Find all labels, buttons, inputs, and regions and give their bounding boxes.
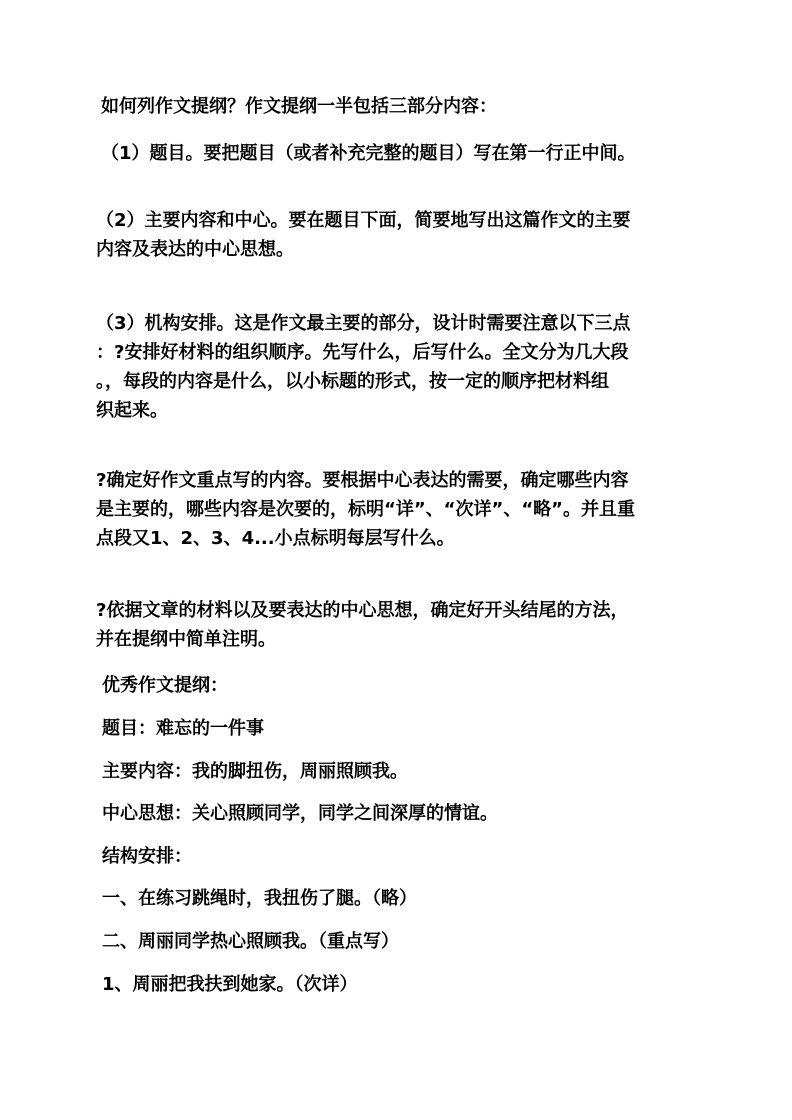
sample-part2-1 [102, 970, 702, 999]
item1-paragraph [101, 139, 701, 168]
item2-line-1: （2）主要内容和中心。要在题目下面，简要地写出这篇作文的主要 [96, 210, 631, 231]
sample-theme-text: 中心思想：关心照顾同学，同学之间深厚的情谊。 [102, 803, 498, 824]
point2-line-3: 点段又1、2、3、4...小点标明每层写什么。 [96, 528, 455, 549]
sample-part2-text: 二、周丽同学热心照顾我。（重点写） [102, 931, 399, 952]
sample-structure [102, 842, 702, 871]
sample-theme [102, 799, 702, 828]
sample-heading [102, 671, 702, 700]
intro-paragraph [101, 92, 701, 121]
sample-part1-text: 一、在练习跳绳时，我扭伤了腿。（略） [102, 888, 417, 909]
sample-title-text: 题目：难忘的一件事 [102, 718, 264, 739]
sample-heading-text: 优秀作文提纲： [102, 675, 228, 696]
sample-title [102, 714, 702, 743]
point3-line-2: 并在提纲中简单注明。 [96, 629, 276, 650]
sample-part2 [102, 927, 702, 956]
point3-paragraph [96, 596, 696, 654]
intro-line: 如何列作文提纲？作文提纲一半包括三部分内容： [101, 96, 497, 117]
item3-paragraph [96, 309, 696, 425]
item3-line-3: 。，每段的内容是什么，以小标题的形式，按一定的顺序把材料组 [96, 371, 609, 392]
sample-part1 [102, 884, 702, 913]
item2-paragraph [96, 206, 696, 264]
point2-line-2: 是主要的，哪些内容是次要的，标明“详”、“次详”、“略”。并且重 [96, 499, 635, 520]
sample-content [102, 757, 702, 786]
item3-line-4: 织起来。 [96, 400, 168, 421]
sample-structure-text: 结构安排： [102, 846, 192, 867]
item2-line-2: 内容及表达的中心思想。 [96, 239, 294, 260]
item3-line-2: ：?安排好材料的组织顺序。先写什么，后写什么。全文分为几大段 [96, 342, 629, 363]
point2-line-1: ?确定好作文重点写的内容。要根据中心表达的需要，确定哪些内容 [96, 470, 629, 491]
item3-line-1: （3）机构安排。这是作文最主要的部分，设计时需要注意以下三点 [96, 313, 631, 334]
sample-content-text: 主要内容：我的脚扭伤，周丽照顾我。 [102, 761, 408, 782]
point2-paragraph [96, 466, 696, 553]
point3-line-1: ?依据文章的材料以及要表达的中心思想，确定好开头结尾的方法， [96, 600, 629, 621]
sample-part2-1-text: 1、周丽把我扶到她家。（次详） [102, 974, 358, 995]
item1-line: （1）题目。要把题目（或者补充完整的题目）写在第一行正中间。 [101, 143, 636, 164]
